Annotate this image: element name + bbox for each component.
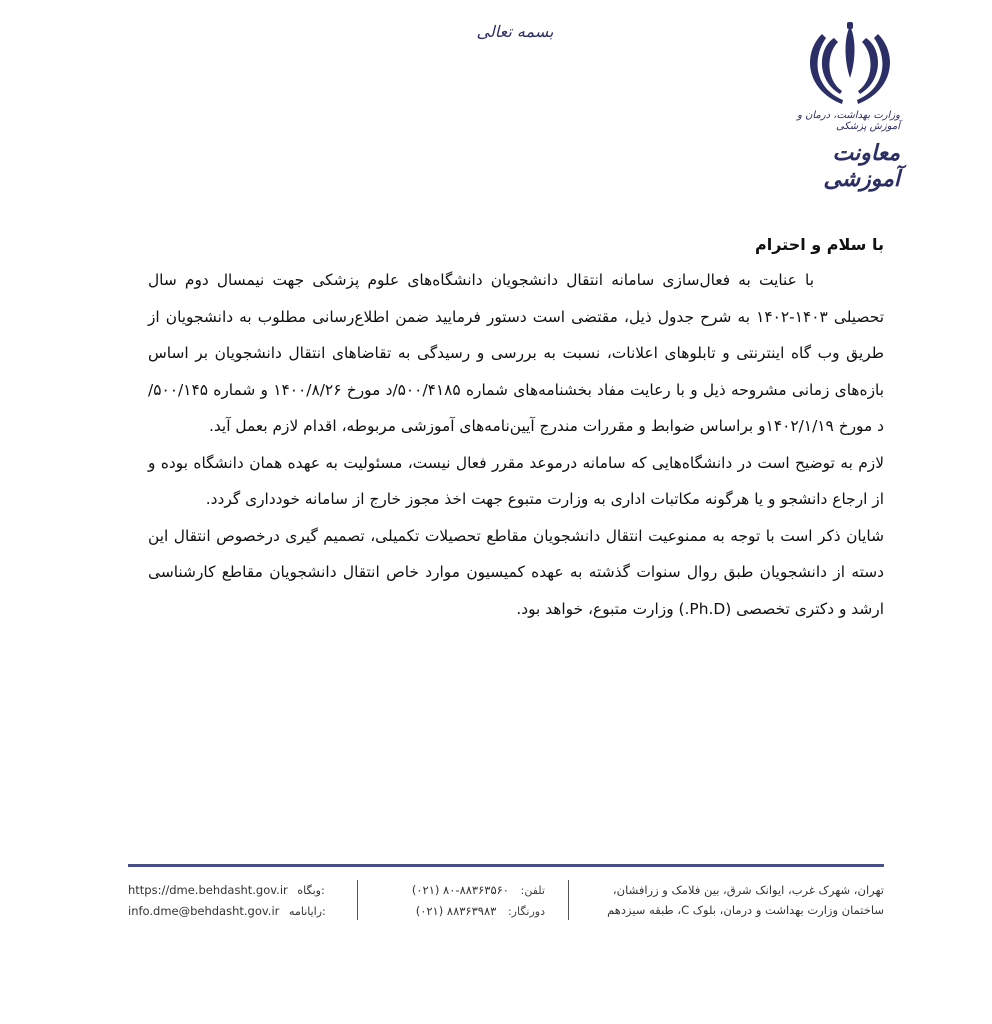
footer-divider [128,864,884,867]
fax-label: دورنگار: [507,905,545,918]
footer-web [128,880,328,922]
address-line-1: تهران، شهرک غرب، ایوانک شرق، بین فلامک و زرافشان، [612,883,884,897]
footer-separator [357,880,358,920]
letter-body [148,228,884,627]
ministry-name: وزارت بهداشت، درمان و آموزش پزشکی [797,110,900,132]
emblem-logo [800,20,900,112]
office-name: معاونت آموزشی [823,140,900,192]
greeting: با سلام و احترام [755,235,884,254]
paragraph-3: شایان ذکر است با توجه به ممنوعیت انتقال دانشجویان مقاطع تحصیلات تکمیلی، تصمیم گیری درخصوص انتقال این دسته از دانشجویان طبق روال سنوات گذشته به عهده کمیسیون موارد خاص انتقال دانشجویان مقاطع کارشناسی ارشد و دکتری تخصصی (Ph.D.) وزارت متبوع، خواهد بود. [148,526,884,618]
phone-value: ۸۸۳۶۳۵۶۰-۸۰ (۰۲۱) [411,883,509,897]
footer-separator [568,880,569,920]
paragraph-2: لازم به توضیح است در دانشگاه‌هایی که سامانه درموعد مقرر فعال نیست، مسئولیت به عهده همان دانشگاه بوده و از ارجاع دانشجو و یا هرگونه مکاتبات اداری به وزارت متبوع جهت اخذ مجوز خارج از سامانه خودداری گردد. [148,453,884,508]
footer-contacts [385,880,545,922]
footer-address [598,880,884,920]
website-link[interactable]: https://dme.behdasht.gov.ir [128,883,288,897]
paragraph-1: با عنایت به فعال‌سازی سامانه انتقال دانشجویان دانشگاه‌های علوم پزشکی جهت نیمسال دوم سال تحصیلی ۱۴۰۳-۱۴۰۲ به شرح جدول ذیل، مقتضی است دستور فرمایید ضمن اطلاع‌رسانی مطلوب به دانشجویان از طریق وب گاه اینترنتی و تابلوهای اعلانات، نسبت به بررسی و رسیدگی به تقاضاهای انتقال دانشجویان بر اساس بازه‌های زمانی مشروحه ذیل و با رعایت مفاد بخشنامه‌های شماره ۵۰۰/۴۱۸۵/د مورخ ۱۴۰۰/۸/۲۶ و شماره ۵۰۰/۱۴۵/د مورخ ۱۴۰۲/۱/۱۹و براساس ضوابط و مقررات مندرج آیین‌نامه‌های آموزشی مربوطه، اقدام لازم بعمل آید. [148,271,884,435]
invocation-text: بسمه تعالی [476,22,554,41]
phone-label: تلفن: [520,884,545,897]
emblem-icon [800,20,900,112]
fax-value: ۸۸۳۶۳۹۸۳ (۰۲۱) [415,904,497,918]
email-label: رایانامه: [289,905,326,918]
email-link[interactable]: info.dme@behdasht.gov.ir [128,904,280,918]
address-line-2: ساختمان وزارت بهداشت و درمان، بلوک C، طبقه سیزدهم [607,903,884,917]
website-label: وبگاه: [297,884,325,897]
